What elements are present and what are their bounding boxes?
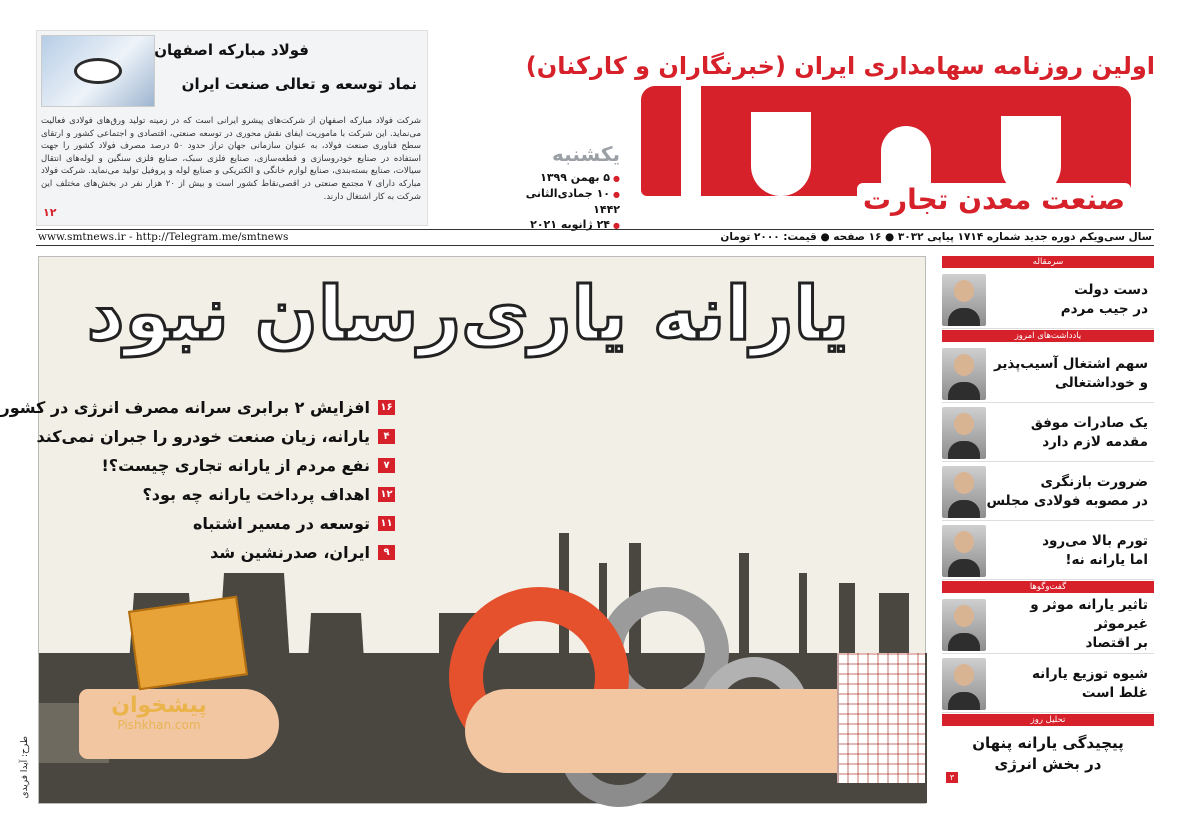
advert-page: ۱۲ (43, 206, 57, 219)
item-title: تاثیر یارانه موثر و غیرموثر بر اقتصاد (1030, 597, 1148, 651)
headline-item[interactable] (0, 393, 395, 422)
sidebar-note[interactable] (942, 463, 1154, 521)
watermark-logo: پیشخوان (111, 693, 207, 718)
author-photo (942, 274, 986, 326)
page-badge: ۱۱ (378, 516, 395, 531)
item-title: یک صادرات موفق مقدمه لازم دارد (1030, 414, 1148, 450)
headline-text: ایران، صدرنشین شد (210, 543, 370, 562)
headline-text: توسعه در مسیر اشتباه (192, 514, 370, 533)
section-notes: یادداشت‌های امروز (942, 330, 1154, 342)
author-photo (942, 466, 986, 518)
right-hand (465, 689, 885, 773)
section-talks: گفت‌وگوها (942, 581, 1154, 593)
headline-text: افزایش ۲ برابری سرانه مصرف انرژی در کشور (0, 398, 370, 417)
logo-subtitle: صنعت معدن تجارت (857, 183, 1131, 216)
weekday: یکشنبه (552, 142, 620, 166)
advert-subtitle: نماد توسعه و تعالی صنعت ایران (181, 75, 417, 93)
headline-text: نفع مردم از یارانه تجاری چیست؟! (101, 456, 370, 475)
author-photo (942, 348, 986, 400)
tagline: اولین روزنامه سهامداری ایران (خبرنگاران و کارکنان) (525, 52, 1155, 80)
date-solar: ● ۵ بهمن ۱۳۹۹ (500, 170, 620, 186)
author-photo (942, 407, 986, 459)
info-strip (36, 229, 1154, 246)
sidebar-talk[interactable] (942, 655, 1154, 713)
sidebar-note[interactable] (942, 522, 1154, 580)
page-badge: ۱۶ (378, 400, 395, 415)
checked-cuff (837, 653, 925, 783)
page-badge: ۳ (946, 772, 958, 783)
money-envelope (128, 596, 248, 691)
logo-glyph (641, 86, 1131, 196)
newspaper-logo[interactable] (641, 86, 1131, 218)
date-lunar: ● ۱۰ جمادی‌الثانی ۱۴۴۲ (500, 186, 620, 217)
headline-text: یارانه، زیان صنعت خودرو را جبران نمی‌کند (36, 427, 370, 446)
page-badge: ۷ (378, 458, 395, 473)
masthead (0, 0, 1191, 231)
headline-item[interactable] (45, 480, 395, 509)
main-headline: یارانه یاری‌رسان نبود (86, 271, 849, 357)
headline-item[interactable] (45, 451, 395, 480)
headline-text: اهداف پرداخت یارانه چه بود؟ (142, 485, 370, 504)
sidebar-talk[interactable] (942, 596, 1154, 654)
page-badge: ۹ (378, 545, 395, 560)
sidebar-note[interactable] (942, 404, 1154, 462)
date-gregorian: ● ۲۴ ژانویه ۲۰۲۱ (500, 217, 620, 233)
section-editorial: سرمقاله (942, 256, 1154, 268)
date-box (500, 142, 620, 233)
advert-title: فولاد مبارکه اصفهان (154, 41, 309, 59)
item-title: سهم اشتغال آسیب‌پذیر و خوداشتغالی (993, 355, 1148, 391)
interviewee-photo (942, 658, 986, 710)
item-title: ضرورت بازنگری در مصوبه فولادی مجلس (986, 473, 1148, 509)
issue-info: سال سی‌ویکم دوره جدید شماره ۱۷۱۴ پیاپی ۳۰۳۲ ● ۱۶ صفحه ● قیمت: ۲۰۰۰ تومان (720, 231, 1152, 243)
advert-photo (41, 35, 155, 107)
advert-box[interactable] (36, 30, 428, 226)
sidebar (942, 256, 1154, 806)
item-title: شیوه توزیع یارانه غلط است (1031, 665, 1148, 701)
sidebar-note[interactable] (942, 345, 1154, 403)
illustration-credit: طرح: آیدا فریدی (20, 736, 30, 799)
watermark-url: Pishkhan.com (117, 718, 201, 732)
analysis-title: پیچیدگی یارانه پنهان در بخش انرژی (972, 734, 1124, 773)
pishkhan-watermark (97, 693, 221, 753)
item-title: تورم بالا می‌رود اما یارانه نه! (1042, 532, 1148, 568)
item-title: دست دولت در جیب مردم (1060, 281, 1148, 317)
page-badge: ۴ (378, 429, 395, 444)
sidebar-editorial[interactable] (942, 271, 1154, 329)
section-analysis: تحلیل روز (942, 714, 1154, 726)
advert-body: شرکت فولاد مبارکه اصفهان از شرکت‌های پیشرو ایرانی است که در زمینه تولید ورق‌های فولادی فعالیت می‌نماید. این شرکت با ماموریت ایفای نقش محوری در توسعه صنعتی، اقتصادی و اجتماعی کشور و ارتقای سطح فناوری صنعت فولاد، به عنوان سازمانی جهان تراز حدود ۵۰ درصد مصرف فولاد کشور را جهت استفاده در صنایع خودروسازی و قطعه‌سازی، صنایع فلزی سبک، صنایع فلزی سنگین و لوله‌های انتقال سیالات، صنایع بسته‌بندی، صنایع لوازم خانگی و الکتریکی و صنایع لوله و پروفیل تولید می‌نماید. شرکت فولاد مبارکه دارای ۷ مجتمع صنعتی در اقصی‌نقاط کشور است و بیش از ۲۰ هزار نفر در بخش‌های مختلف این شرکت به کار اشتغال دارند. (41, 116, 421, 202)
sidebar-analysis[interactable] (942, 729, 1154, 787)
author-photo (942, 525, 986, 577)
web-links[interactable]: www.smtnews.ir - http://Telegram.me/smtnews (38, 231, 289, 243)
page-badge: ۱۲ (378, 487, 395, 502)
interviewee-photo (942, 599, 986, 651)
headline-item[interactable] (36, 422, 395, 451)
